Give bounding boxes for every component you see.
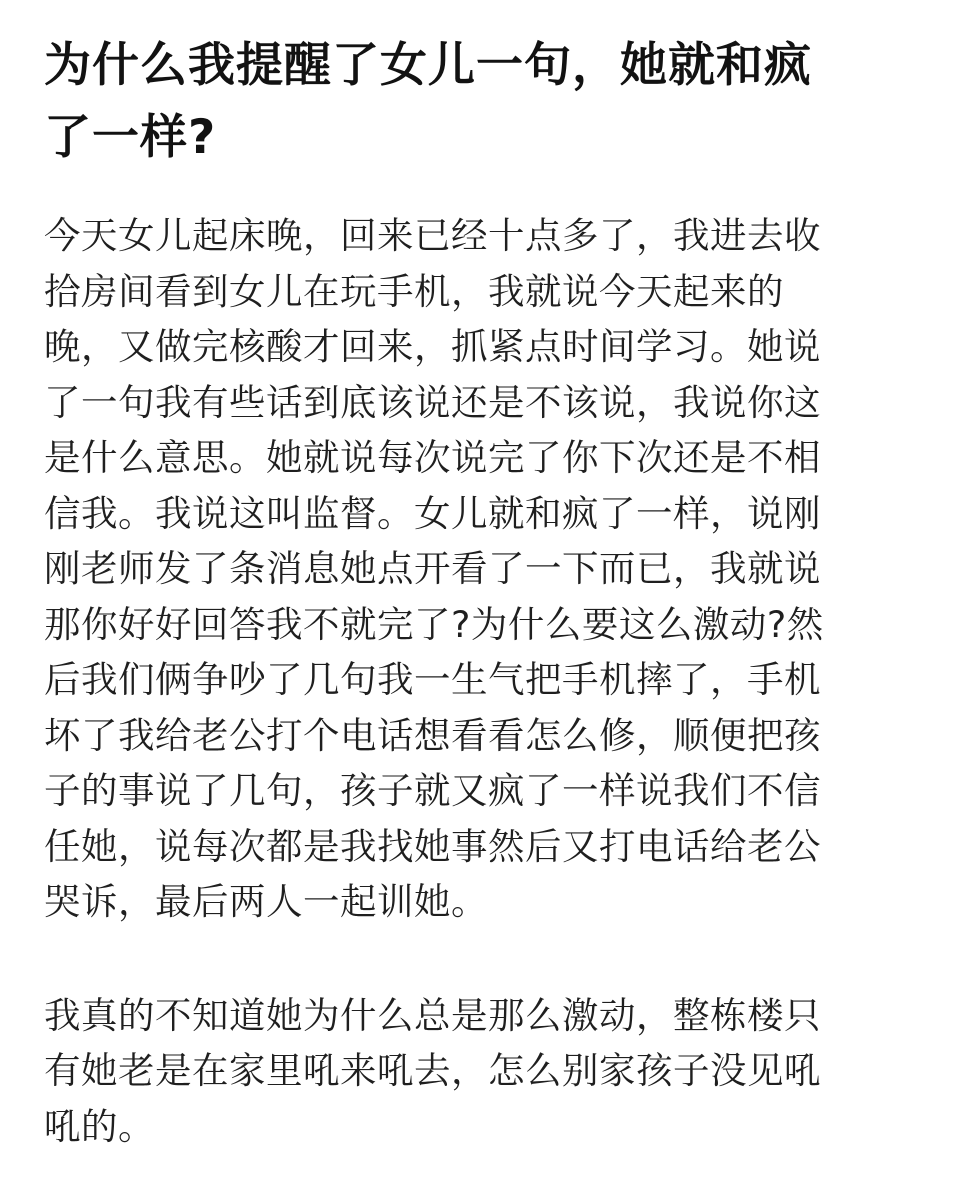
paragraph-line: 我真的不知道她为什么总是那么激动，整栋楼只 — [44, 993, 821, 1037]
post-body — [44, 208, 924, 1154]
paragraph-line: 子的事说了几句，孩子就又疯了一样说我们不信 — [44, 769, 821, 812]
paragraph-line: 那你好好回答我不就完了?为什么要这么激动?然 — [44, 602, 824, 646]
paragraph-line: 拾房间看到女儿在玩手机，我就说今天起来的 — [44, 269, 784, 313]
paragraph-line: 信我。我说这叫监督。女儿就和疯了一样，说刚 — [44, 491, 821, 535]
paragraph-line: 晚，又做完核酸才回来，抓紧点时间学习。她说 — [44, 325, 821, 368]
post-paragraph — [44, 988, 924, 1155]
post-title — [44, 30, 924, 174]
paragraph-line: 今天女儿起床晚，回来已经十点多了，我进去收 — [44, 214, 821, 257]
paragraph-line: 有她老是在家里吼来吼去，怎么别家孩子没见吼 — [44, 1049, 821, 1092]
paragraph-line: 哭诉，最后两人一起训她。 — [44, 880, 488, 923]
paragraph-line: 坏了我给老公打个电话想看看怎么修，顺便把孩 — [44, 713, 821, 757]
paragraph-line: 刚老师发了条消息她点开看了一下而已，我就说 — [44, 547, 821, 590]
post — [44, 30, 924, 1154]
paragraph-line: 是什么意思。她就说每次说完了你下次还是不相 — [44, 436, 821, 479]
post-paragraph — [44, 208, 924, 930]
paragraph-line: 后我们俩争吵了几句我一生气把手机摔了，手机 — [44, 658, 821, 701]
paragraph-line: 任她，说每次都是我找她事然后又打电话给老公 — [44, 824, 821, 868]
paragraph-line: 了一句我有些话到底该说还是不该说，我说你这 — [44, 380, 821, 424]
post-title-line: 了一样? — [44, 110, 217, 165]
post-title-line: 为什么我提醒了女儿一句，她就和疯 — [44, 38, 812, 93]
paragraph-line: 吼的。 — [44, 1104, 155, 1148]
